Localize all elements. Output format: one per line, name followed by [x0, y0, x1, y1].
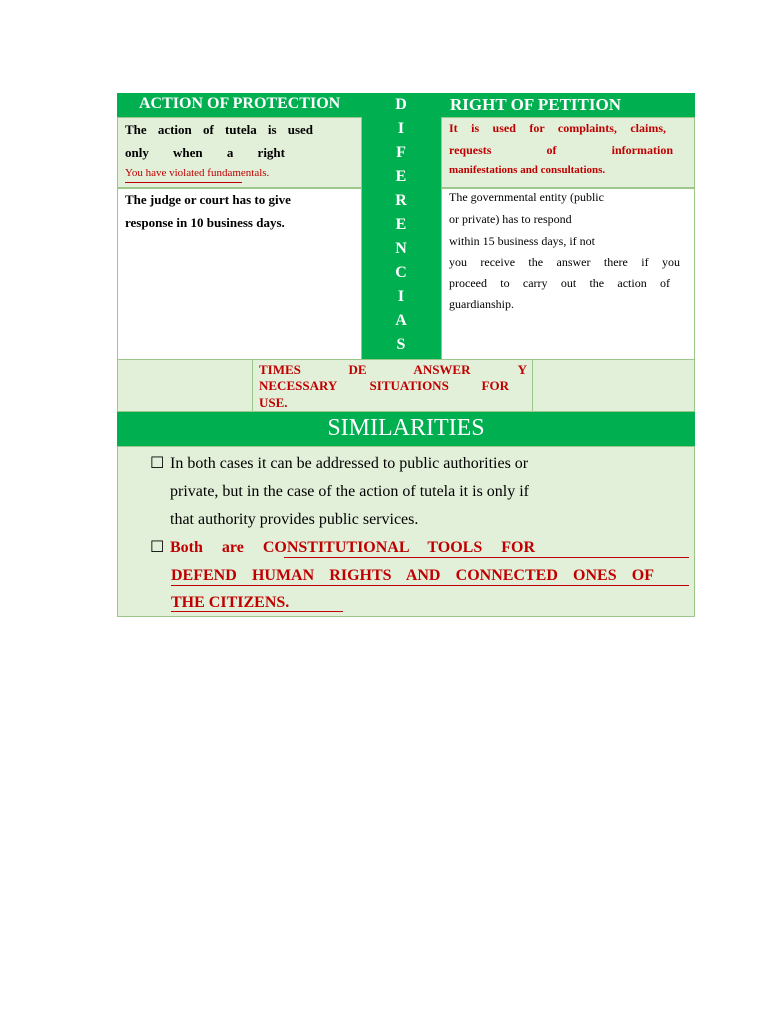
middle-label-line3: USE.: [259, 395, 288, 410]
differences-column: [361, 93, 441, 359]
row3-middle-cell: [252, 359, 533, 412]
row3-left-cell: [117, 359, 253, 412]
right-row2-line3: within 15 business days, if not: [449, 234, 595, 248]
similarities-header: [117, 412, 695, 446]
row3-right-cell: [532, 359, 695, 412]
middle-label-line2: NECESSARY SITUATIONS FOR: [259, 378, 509, 393]
similarity-item2-line2: DEFEND HUMAN RIGHTS AND CONNECTED ONES OF: [171, 567, 654, 584]
left-row2-line1: The judge or court has to give: [125, 192, 291, 207]
similarities-title: SIMILARITIES: [327, 415, 485, 441]
differences-letter: C: [395, 264, 407, 281]
differences-letter: R: [395, 192, 407, 209]
similarity-item1-line3: that authority provides public services.: [170, 511, 419, 528]
right-row2-line1: The governmental entity (public: [449, 190, 604, 204]
differences-letter: I: [397, 288, 405, 305]
similarity-item2-line1: Both are CONSTITUTIONAL TOOLS FOR: [170, 539, 535, 556]
underline: [284, 557, 689, 558]
differences-letter: S: [396, 336, 406, 353]
underline: [125, 182, 242, 183]
left-row2-cell: [117, 188, 362, 360]
checkbox-icon: ☐: [150, 453, 165, 472]
differences-letter: I: [397, 120, 405, 137]
checkbox-icon: ☐: [150, 537, 165, 556]
right-row2-cell: [441, 188, 695, 360]
underline: [171, 585, 689, 586]
similarity-item1-line1: In both cases it can be addressed to public authorities or: [170, 455, 529, 472]
right-row1-line1: It is used for complaints, claims,: [449, 121, 666, 135]
differences-letter: N: [395, 240, 407, 257]
left-header-cell: [117, 93, 362, 117]
similarity-item2-line3: THE CITIZENS.: [171, 594, 290, 611]
similarity-item1-line2: private, but in the case of the action of tutela it is only if: [170, 483, 530, 500]
right-row2-line6: guardianship.: [449, 297, 514, 311]
similarities-body: [117, 446, 695, 617]
middle-label-line1: TIMES DE ANSWER Y: [259, 362, 527, 377]
right-header-cell: [441, 93, 695, 117]
differences-letter: D: [395, 96, 407, 113]
right-row1-line3: manifestations and consultations.: [449, 164, 606, 176]
left-row1-cell: [117, 117, 362, 188]
differences-letter: A: [395, 312, 407, 329]
right-row2-line4: you receive the answer there if you: [449, 255, 680, 269]
differences-letter: F: [396, 144, 406, 161]
underline: [171, 611, 343, 612]
left-row1-line3: You have violated fundamentals.: [125, 167, 270, 179]
right-row1-line2: requests of information: [449, 143, 673, 157]
right-row1-cell: [441, 117, 695, 188]
left-row2-line2: response in 10 business days.: [125, 215, 285, 230]
differences-letter: E: [395, 168, 407, 185]
differences-letter: E: [395, 216, 407, 233]
right-header-title: RIGHT OF PETITION: [450, 95, 621, 114]
left-header-title: ACTION OF PROTECTION: [139, 95, 341, 112]
right-row2-line2: or private) has to respond: [449, 212, 572, 226]
right-row2-line5: proceed to carry out the action of: [449, 276, 670, 290]
left-row1-line1: The action of tutela is used: [125, 122, 313, 137]
left-row1-line2: only when a right: [125, 145, 285, 160]
